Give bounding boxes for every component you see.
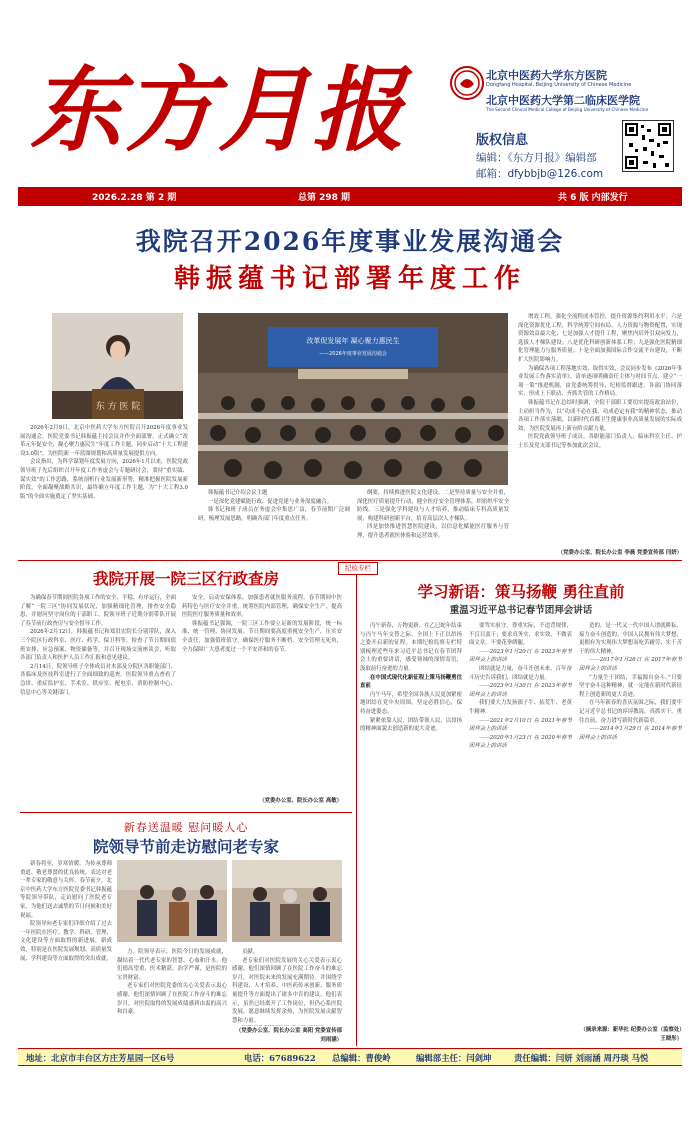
- meeting-photo: [198, 313, 508, 485]
- sec3-source: （摘录来源：新华社 纪委办公室（监察处）王晓彤）: [580, 1027, 682, 1042]
- lead-paragraph: 医院党政领导班子成员、各职能部门负责人、临床科室主任、护士长及党支部书记等参加此次会议。: [518, 434, 682, 449]
- sec3-quote-source: ——2020年1月23日 在 2020年春节团拜会上的讲话: [469, 734, 572, 750]
- sec2-paragraph: [232, 1025, 342, 1026]
- sec2-paragraph: 贡献。: [242, 949, 259, 955]
- lead-paragraph: 会议指出，为科学谋划年度发展方向，2026年1月以来，医院党政领导班子先后组织召开年度工作务虚会与专题研讨会，秉持“重实绩、谋实效”的工作思路，系统剖析行业发展新形势，精准把握医院发展新阶段，全面凝聚战略共识，最终确立年度工作主题，为“十大工程3.0版”的全面实施奠定了坚实基础。: [20, 459, 188, 500]
- column-tag: 纪检专栏: [338, 562, 378, 575]
- sec2-paragraph: 老专家们对医院发展的关心关爱表示衷心感谢。他们深情回顾了在医院工作奋斗的难忘岁月，对医院未来的发展充满期待。并围绕学科建设、人才培养、中医药传承创新、服务质量提升等方面提出了诸多中肯的建议，他们表示，虽然已经离开了工作岗位，但仍心系医院发展，愿意继续发挥余热，为医院发展贡献智慧和力量。: [232, 957, 342, 1024]
- sec1-paragraph: 2026年2月12日，韩振蕴书记和郑洪宏院长分别带队，深入三个院区行政科室、医疗、药学、保卫科等，检查了节日期间值班安排、应急预案、物资储备等，并召开现场交流座谈会，听取各部门负责人和医护人员工作汇报和意见建议。: [20, 629, 176, 662]
- footer-director: 编辑部主任：闫剑坤: [416, 1053, 492, 1063]
- sec3-paragraph: 团结就是力量，奋斗开创未来。百年奋斗历史告诉我们，团结就是力量。: [469, 665, 572, 681]
- sec3-paragraph: 在中国式现代化新征程上策马扬鞭勇往直前: [360, 674, 462, 690]
- sec2-paragraph: 新春将至，岁寒情暖。为传承尊师重道、敬老尊贤的优良传统，表达对老一辈专家的敬意与关怀，春节前夕，北京中医药大学东方医院党委书记韩振蕴等院领导带队，走访慰问了医院老专家，为他们送去诚挚的节日问候和美好祝福。: [20, 861, 112, 919]
- info-title: 版权信息: [476, 133, 529, 148]
- visit-photo-1: [117, 860, 227, 942]
- masthead: [0, 0, 700, 186]
- lead-paragraph: 一是深化党建赋能行政，促进党建与业务深度融合。: [208, 498, 332, 505]
- sec1-paragraph: 韩振蕴书记强调，一院三区工作要立足新的发展阶段，统一标准、统一管理、协同发展。节日期间要高度重视安全生产，压实安全责任，加强值班值守，确保医疗服务不断档、安全管理无死角，全力保障广大患者度过一个平安祥和的春节。: [182, 620, 342, 653]
- screen-line-1: 改革促发展年 凝心聚力惠民生: [306, 337, 400, 345]
- sec3-col3: [579, 622, 682, 1024]
- footer-phone: 电话：67689622: [244, 1053, 316, 1063]
- footer-address: 地址：北京市丰台区方庄芳星园一区6号: [26, 1053, 175, 1063]
- sec3-paragraph: 在马年新春的喜庆氛围之际，我们要牢记习近平总书记的谆谆教诲，真抓实干，勇往直前，奋力谱写新时代新篇章。: [579, 700, 682, 724]
- sec3-paragraph: 我们要大力发扬孺子牛、拓荒牛、老黄牛精神。: [469, 700, 572, 715]
- sec3-quote-source: ——2023年1月30日 在 2023年春节团拜会上的讲话: [469, 683, 572, 698]
- section-divider: [20, 812, 352, 813]
- sec1-col2: [182, 594, 342, 796]
- section2-subtitle: 新春送温暖 慰问暖人心: [123, 821, 249, 834]
- lead-source: （党委办公室、院长办公室 李晨 党委宣传部 闫妍）: [557, 550, 682, 556]
- sec2-paragraph: 力。院领导表示，医院今日的发展成就，凝结着一代代老专家的智慧、心血和汗水。他们德高望重，医术精湛，治学严谨，是医院的宝贵财富。: [117, 949, 227, 981]
- sec3-paragraph: 丙午马年，希望全国各族人民更加紧密地团结在党中央周围，坚定必胜信心，保持奋进姿态。: [360, 691, 462, 715]
- sec1-col1: [20, 594, 176, 804]
- sec3-quote-source: ——2014年1月29日 在 2014年春节团拜会上的讲话: [579, 726, 682, 741]
- sec1-source: （党委办公室、院长办公室 高敏）: [259, 798, 342, 804]
- hospital-en-2: The Second Clinical Medical College of Beijing University of Chinese Medicine: [486, 107, 649, 112]
- lead-col3: [518, 313, 682, 549]
- section-divider: [18, 560, 682, 561]
- sec2-paragraph: 老专家们对医院党委的关心关爱表示衷心感谢，他们深情回顾了在医院工作奋斗的难忘岁月，对医院取得的发展成绩感到由衷的高兴和自豪。: [117, 983, 227, 1016]
- hospital-logo: [450, 66, 484, 100]
- section3-subtitle: 重温习近平总书记春节团拜会讲话: [449, 605, 593, 616]
- hospital-name-1: 北京中医药大学东方医院: [486, 69, 607, 82]
- sec3-paragraph: “力量生于团结，幸福源自奋斗。”只要坚守奋斗这种精神，就一定能在新时代新征程上创造新的更大奇迹。: [579, 674, 682, 698]
- lead-headline: 我院召开2026年度事业发展沟通会: [135, 227, 565, 256]
- editor-line: 编辑：《东方月报》编辑部: [476, 152, 597, 164]
- sec2-paragraph: 院领导向老专家们详细介绍了过去一年医院在医疗、教学、科研、管理、文化建设等方面取得的新进展，新成效，特别是在医院发展规划、高质量发展、学科建设等方面取得的突出成就。: [20, 921, 112, 962]
- svg-text:东 方 医 院: 东 方 医 院: [95, 402, 141, 412]
- qr-code-icon: [622, 120, 674, 172]
- sec2-col3: [232, 948, 342, 1026]
- lead-col2b: [357, 489, 509, 555]
- email-line: 邮箱：dfybbjb@126.com: [476, 168, 604, 180]
- screen-line-2: ——2026年度事业发展沟通会: [319, 351, 387, 357]
- sec3-paragraph: 造的，是一代又一代中国人谱就耕耘、接力奋斗创造的。中国人民拥有伟大梦想，更拥有为实现伟大梦想而吃苦耐劳、实干苦干的伟大精神。: [579, 623, 682, 655]
- speaker-photo: [52, 313, 183, 419]
- lead-col1: [20, 424, 188, 512]
- footer-bar: [18, 1048, 682, 1066]
- sec2-col1: [20, 860, 112, 1030]
- lead-paragraph: 韩书记和班子成员在务虚会中集思广益，春节前期广泛调研，梳理发展思路，明确各部门年度重点任务。: [198, 507, 350, 522]
- sec3-quote-source: ——2023年1月20日 在 2023年春节团拜会上的讲话: [469, 648, 572, 664]
- sec2-source: （党委办公室、院长办公室 高阳 党委宣传部 刘雨涵）: [235, 1028, 342, 1043]
- footer-editors: 责任编辑：闫妍 刘雨涵 周丹琰 马悦: [514, 1053, 649, 1063]
- section1-title: 我院开展一院三区行政查房: [92, 569, 279, 588]
- sec1-paragraph: 安全，启动安保体系，加强患者就医服务流程。春节期间中医药特色与医疗安全并重，统筹医院内部管理，确保安全生产，提高医院医疗服务质量和效率。: [182, 595, 342, 619]
- sec3-paragraph: 丙午新春，万物更新。在乙巳蛇年结束与丙午马年交替之际，全国上下正以昂扬之姿开启新的征程。本期纪检监察专栏特别梳理近些年来习近平总书记在春节团拜会上的重要讲话，感受领袖的深情寄语，汲取前行奋进的力量。: [360, 623, 462, 672]
- section3-title: 学习新语：策马扬鞭 勇往直前: [417, 582, 625, 601]
- sec3-quote-source: ——2017年1月26日 在 2017年春节团拜会上的讲话: [579, 657, 682, 672]
- lead-paragraph: 2026年2月9日，北京中医药大学东方医院召开2026年度事业发展沟通会。医院党委书记韩振蕴主持会议并作全面部署，正式确立“改革元年促安全，凝心聚力惠民生”年度工作主题，同步启动“十大工程建设3.0版”，为医院新一年蓝图规划和高质量发展提供方向。: [20, 425, 188, 457]
- issue-date: 2026.2.28 第 2 期: [92, 193, 177, 203]
- issue-total: 总第 298 期: [298, 193, 351, 203]
- lead-paragraph: 韩振蕴书记在总结时强调，全院干部职工要切实提高政治站位，主动担当作为，以“功成不必在我、功成必定有我”的精神状态，推动各项工作落实落细，以新时代首都卫生健康事业高质量发展的实际成效，为医院发展再上新台阶贡献力量。: [518, 399, 682, 432]
- sec3-col2: [469, 622, 572, 1042]
- section2-title: 院领导节前走访慰问老专家: [92, 837, 279, 856]
- sec3-paragraph: 紧紧依靠人民、团结带领人民，以昂扬的精神面貌去创造新的更大奇迹。: [360, 717, 462, 733]
- column-divider: [356, 562, 357, 1046]
- hospital-en-1: Dongfang Hospital, Beijing University of Chinese Medicine: [486, 82, 632, 88]
- lead-subheadline: 韩振蕴书记部署年度工作: [173, 264, 526, 294]
- photo-caption-and-col2: [198, 489, 350, 555]
- masthead-title: 东方月报: [30, 56, 407, 164]
- sec1-paragraph: 2月14日，院领导班子全体成员对本部及分院区各职能部门、各临床及医技科室进行了全面细致的巡查。医院领导重点查看了急诊、重症监护室、手术室、供应室、配电室、消防控制中心、信息中心等关键部门。: [20, 663, 176, 696]
- sec1-paragraph: 为确保春节期间医院各项工作的安全、平稳、有序运行，全面了解“一院三区”协同发展状况，加强精细化管理，排查安全隐患，并慰问坚守岗位的干部职工，院领导班子近期分别带队开展了春节前行政查房与安全督导工作。: [20, 595, 176, 627]
- sec3-paragraph: 要驾实驭守，尊重实际，不违背规律，不盲目蛮干；要求真务实，求实效，不做表面文章，不要花拳绣腿。: [469, 623, 572, 647]
- issue-bar: [18, 187, 682, 206]
- issue-pages: 共 6 版 内部发行: [558, 193, 628, 203]
- lead-paragraph: 四是加快推进智慧医院建设，以信息化赋能医疗服务与管理，提升患者就医体验和运营效率。: [357, 524, 509, 539]
- sec3-col1: [360, 622, 462, 1042]
- lead-paragraph: 纲要，持续推进医院文化建设。二是坚持质量与安全并重，深化医疗质量提升行动，健全医疗安全管理体系，织密织牢安全防线。三是强化学科建设与人才培养，推动临床专科高质量发展，构建科研创新平台，培育高层次人才梯队。: [357, 490, 509, 522]
- sec2-col2: [117, 948, 227, 1040]
- lead-paragraph: 为确保各项工程落地实效，取得实效，会议同步发布《2026年事业发展工作落实清单》，清单逐项明确责任主体与时间节点，建立“一项一策”推进机制，由党委统筹督导、纪检监督跟进、各部门协同落实，形成上下联动、齐抓共管的工作格局。: [518, 365, 682, 398]
- hospital-name-2: 北京中医药大学第二临床医学院: [486, 94, 640, 107]
- photo-caption: 韩振蕴书记介绍会议主题: [208, 490, 268, 496]
- lead-paragraph: 增效工程，强化全流程成本管控，提升资源集约利用水平；六是深化资源优化工程，科学统筹空间布局、人力资源与物资配置，实现资源效益最大化；七是加强人才提升工程，聚焦内培外引双向发力，选拔人才梯队建设；八是优化科研创新体系工程；九是强化医院精细化管理能力与服务质量；十是全面加强国际合作交流平台建设，不断扩大医院影响力。: [518, 314, 682, 363]
- footer-chief: 总编辑：曹俊岭: [332, 1053, 391, 1063]
- sec3-quote-source: ——2021年2月10日 在 2021年春节团拜会上的讲话: [469, 717, 572, 733]
- visit-photo-2: [232, 860, 342, 942]
